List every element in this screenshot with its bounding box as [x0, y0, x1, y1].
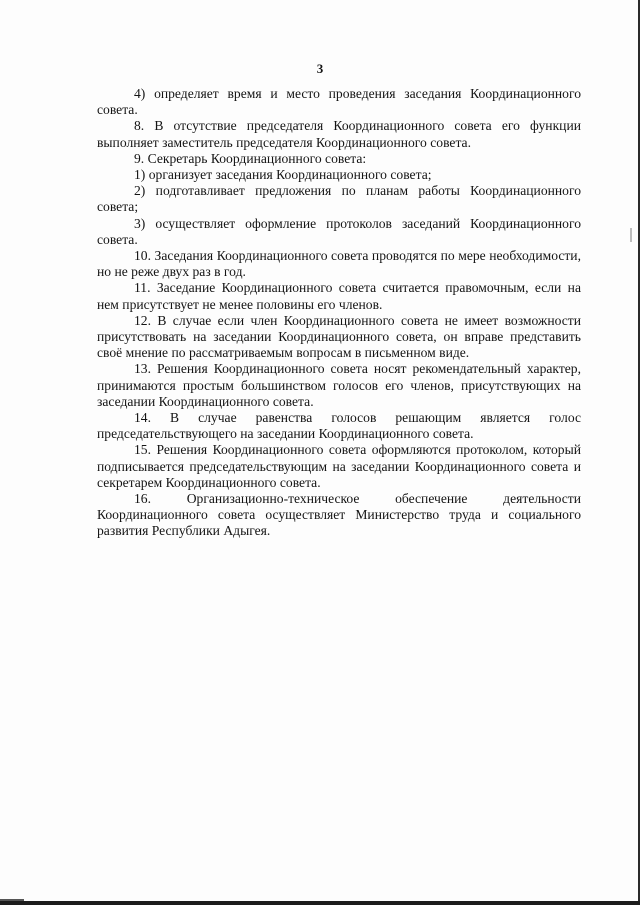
paragraph-section-15: 15. Решения Координационного совета оформляются протоколом, который подписывается председательствующим на заседании Координационного совета и секретарем Координационного совета.	[97, 442, 581, 490]
paragraph-item-2: 2) подготавливает предложения по планам работы Координационного совета;	[97, 183, 581, 215]
page-number: 3	[316, 61, 324, 76]
paragraph-section-11: 11. Заседание Координационного совета считается правомочным, если на нем присутствует не менее половины его членов.	[97, 280, 581, 312]
paragraph-section-10: 10. Заседания Координационного совета проводятся по мере необходимости, но не реже двух раз в год.	[97, 248, 581, 280]
paragraph-section-12: 12. В случае если член Координационного совета не имеет возможности присутствовать на заседании Координационного совета, он вправе представить своё мнение по рассматриваемым вопросам в письменном виде.	[97, 312, 581, 361]
document-body	[97, 86, 581, 540]
paragraph-section-9: 9. Секретарь Координационного совета:	[134, 150, 367, 166]
paragraph-item-4: 4) определяет время и место проведения заседания Координационного совета.	[97, 86, 581, 118]
paragraph-item-3: 3) осуществляет оформление протоколов заседаний Координационного совета.	[97, 215, 581, 247]
scan-artifact-mark	[630, 228, 632, 242]
paragraph-section-14: 14. В случае равенства голосов решающим является голос председательствующего на заседании Координационного совета.	[97, 410, 581, 442]
paragraph-section-16: 16. Организационно-техническое обеспечение деятельности Координационного совета осуществляет Министерство труда и социального развития Республики Адыгея.	[97, 491, 581, 539]
paragraph-section-8: 8. В отсутствие председателя Координационного совета его функции выполняет заместитель председателя Координационного совета.	[97, 118, 581, 150]
paragraph-section-13: 13. Решения Координационного совета носят рекомендательный характер, принимаются простым большинством голосов его членов, присутствующих на заседании Координационного совета.	[97, 361, 581, 409]
paragraph-item-1: 1) организует заседания Координационного совета;	[134, 167, 432, 183]
scan-edge-bottom	[0, 901, 640, 905]
